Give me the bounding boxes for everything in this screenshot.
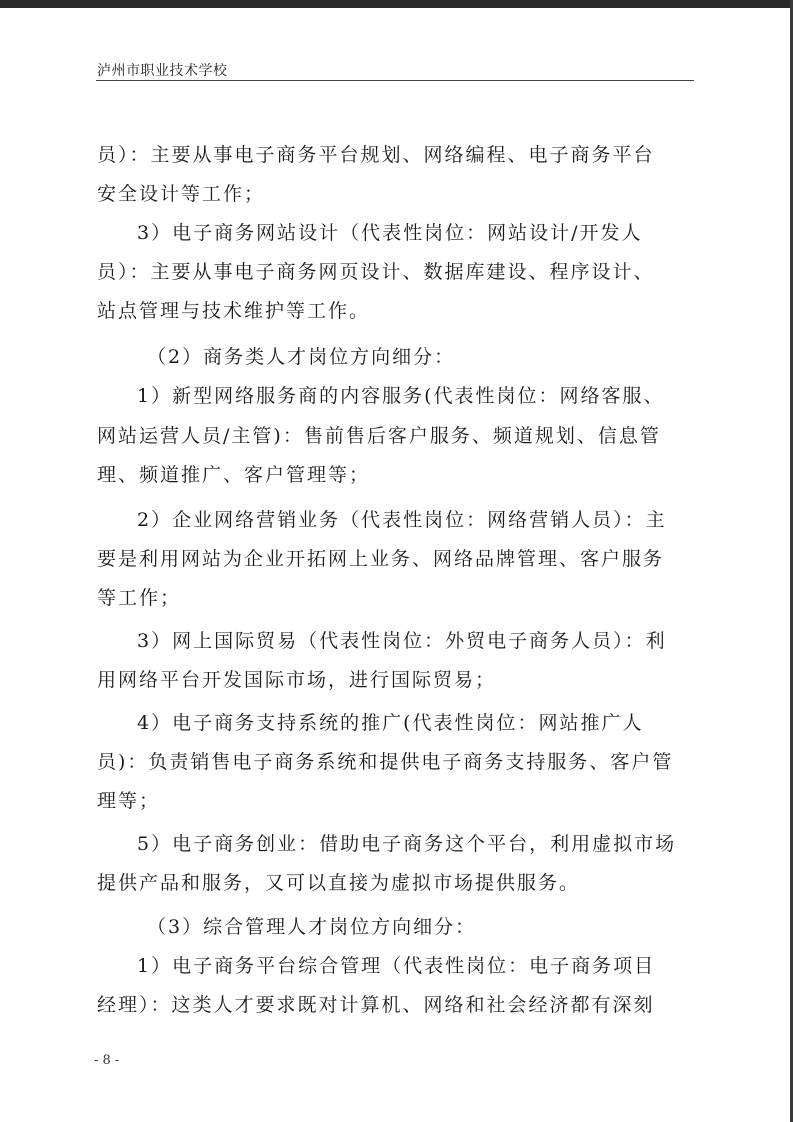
- body-line-10: 2）企业网络营销业务（代表性岗位：网络营销人员）：主: [137, 509, 667, 531]
- body-line-8: 网站运营人员/主管)：售前售后客户服务、频道规划、信息管: [97, 425, 661, 447]
- section-heading-business: （2）商务类人才岗位方向细分：: [147, 346, 456, 368]
- page-header-school-name: 泸州市职业技术学校: [97, 63, 228, 79]
- body-line-16: 员)：负责销售电子商务系统和提供电子商务支持服务、客户管: [97, 751, 674, 773]
- body-line-17: 理等；: [97, 790, 161, 812]
- body-line-19: 提供产品和服务，又可以直接为虚拟市场提供服务。: [97, 872, 581, 894]
- body-line-14: 用网络平台开发国际市场，进行国际贸易；: [97, 669, 497, 691]
- body-line-15: 4）电子商务支持系统的推广(代表性岗位：网站推广人: [137, 712, 644, 734]
- body-line-5: 站点管理与技术维护等工作。: [97, 300, 371, 322]
- body-line-1: 员）：主要从事电子商务平台规划、网络编程、电子商务平台: [97, 144, 655, 166]
- section-heading-management: （3）综合管理人才岗位方向细分：: [147, 916, 477, 938]
- body-line-9: 理、频道推广、客户管理等；: [97, 464, 371, 486]
- body-line-3: 3）电子商务网站设计（代表性岗位：网站设计/开发人: [137, 222, 643, 244]
- body-line-21: 1）电子商务平台综合管理（代表性岗位：电子商务项目: [137, 955, 656, 977]
- header-divider: [96, 80, 694, 81]
- body-line-13: 3）网上国际贸易（代表性岗位：外贸电子商务人员）：利: [137, 630, 667, 652]
- body-line-4: 员）：主要从事电子商务网页设计、数据库建设、程序设计、: [97, 261, 655, 283]
- body-line-2: 安全设计等工作；: [97, 183, 266, 205]
- body-line-12: 等工作；: [97, 587, 182, 609]
- page-number: - 8 -: [94, 1053, 120, 1068]
- body-line-18: 5）电子商务创业：借助电子商务这个平台，利用虚拟市场: [137, 833, 677, 855]
- body-line-7: 1）新型网络服务商的内容服务(代表性岗位：网络客服、: [137, 385, 665, 407]
- body-line-22: 经理）：这类人才要求既对计算机、网络和社会经济都有深刻: [97, 994, 655, 1016]
- body-line-11: 要是利用网站为企业开拓网上业务、网络品牌管理、客户服务: [97, 548, 665, 570]
- scan-border-top: [0, 0, 793, 8]
